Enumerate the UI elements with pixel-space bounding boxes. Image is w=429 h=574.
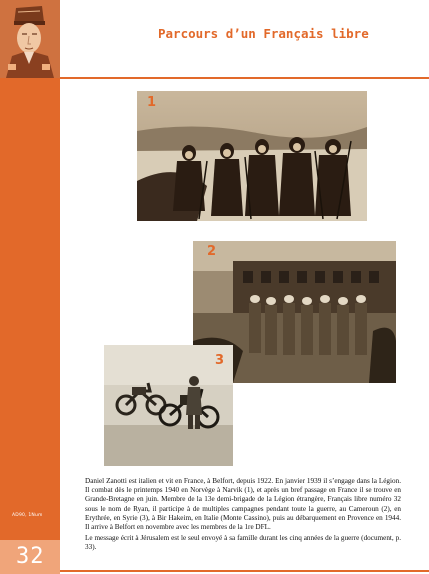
photo-label-2: 2 xyxy=(207,244,217,259)
photo-syrie xyxy=(104,345,233,466)
body-text xyxy=(85,477,401,555)
photo-label-3: 3 xyxy=(215,353,225,368)
photo-label-1: 1 xyxy=(147,95,157,110)
body-paragraph-2: Le message écrit à Jérusalem est le seul envoyé à sa famille durant les cinq années de la guerre (document, p. 33). xyxy=(85,534,401,552)
header-divider xyxy=(60,77,429,79)
image-credit: AD90, 1Num xyxy=(12,513,43,518)
page-title: Parcours d’un Français libre xyxy=(158,26,369,41)
page-number: 32 xyxy=(16,544,45,569)
portrait-image xyxy=(0,0,60,78)
footer-divider xyxy=(60,570,429,572)
photo-narvik xyxy=(137,91,367,221)
body-paragraph-1: Daniel Zanotti est italien et vit en France, à Belfort, depuis 1922. En janvier 1939 il s’engage dans la Légion. Il combat dès le printemps 1940 en Norvège à Narvik (1), et après un bref passage en France il se trouve en Grande-Bretagne en juin. Membre de la 13e demi-brigade de la Légion étrangère, Français libre numéro 32 sous le nom de Ryan, il participe à de multiples campagnes pendant toute la guerre, au Cameroun (2), en Erythrée, en Syrie (3), à Bir Hakeim, en Italie (Monte Cassino), puis au débarquement en Provence en 1944. Il arrive à Belfort en novembre avec les membres de la 1re DFL. xyxy=(85,477,401,532)
sidebar xyxy=(0,0,60,574)
